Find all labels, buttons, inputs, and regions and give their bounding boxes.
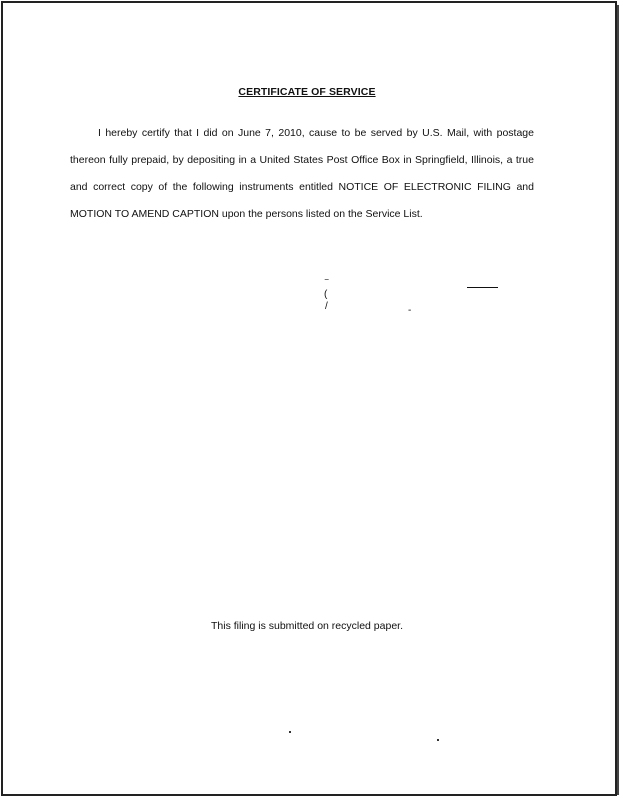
scan-speck (289, 731, 291, 733)
signature-mark: / (325, 301, 328, 312)
certificate-body: I hereby certify that I did on June 7, 2010, cause to be served by U.S. Mail, with postage thereon fully prepaid, by depositing in a United States Post Office Box in Springfield, Illinois, a true and correct copy of the following instruments entitled NOTICE OF ELECTRONIC FILING and MOTION TO AMEND CAPTION upon the persons listed on the Service List. (70, 127, 534, 220)
signature-mark: ‾ (325, 279, 329, 290)
signature-line (467, 287, 498, 288)
recycled-paper-note: This filing is submitted on recycled paper. (210, 620, 403, 632)
document-title: CERTIFICATE OF SERVICE (238, 86, 376, 98)
signature-mark: ( (324, 289, 328, 300)
scan-speck (437, 739, 439, 741)
signature-mark: - (408, 305, 412, 316)
signature-block (320, 278, 510, 318)
